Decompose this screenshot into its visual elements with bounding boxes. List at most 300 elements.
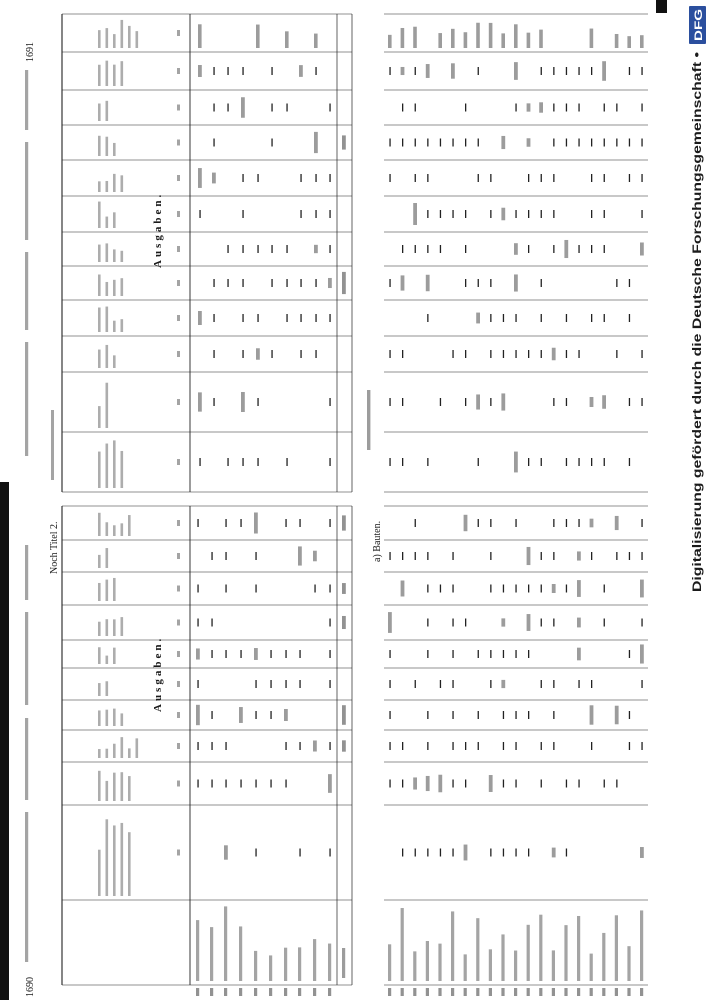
cell-value: [328, 774, 332, 793]
cell-dash: [528, 350, 529, 358]
row-number: [210, 988, 213, 996]
cell-value: [501, 393, 505, 410]
cell-value: [198, 65, 202, 77]
cell-dash: [566, 350, 567, 358]
cell-value: [313, 740, 317, 751]
cell-dash: [329, 398, 330, 406]
cell-dash: [242, 174, 243, 182]
cell-dash: [490, 398, 491, 406]
row-description: [514, 951, 517, 981]
row-description: [438, 944, 441, 981]
row-description: [284, 948, 287, 981]
cell-dash: [299, 650, 300, 658]
row-number: [552, 988, 555, 996]
cell-dash: [389, 67, 390, 75]
cell-dash: [616, 780, 617, 788]
cell-dash: [515, 849, 516, 857]
cell-dash: [616, 139, 617, 147]
cell-dash: [515, 350, 516, 358]
cell-dash: [591, 680, 592, 688]
cell-dash: [604, 780, 605, 788]
row-number: [640, 988, 643, 996]
cell-dash: [490, 350, 491, 358]
cell-dash: [329, 519, 330, 527]
cell-dash: [503, 650, 504, 658]
cell-dash: [641, 210, 642, 218]
column-number: [177, 651, 180, 657]
header-text: [98, 850, 101, 896]
cell-dash: [286, 314, 287, 322]
cell-dash: [415, 680, 416, 688]
cell-dash: [242, 245, 243, 253]
cell-dash: [641, 67, 642, 75]
cell-dash: [257, 245, 258, 253]
cell-dash: [465, 398, 466, 406]
cell-dash: [242, 458, 243, 466]
cell-dash: [490, 279, 491, 287]
row-description: [602, 933, 605, 981]
row-number: [590, 29, 594, 48]
cell-dash: [299, 680, 300, 688]
row-description: [451, 911, 454, 981]
cell-dash: [553, 67, 554, 75]
cell-dash: [227, 279, 228, 287]
header-text: [106, 217, 109, 228]
cell-dash: [515, 742, 516, 750]
row-number: [451, 29, 455, 48]
cell-dash: [629, 67, 630, 75]
header-text: [106, 681, 109, 696]
row-description: [527, 925, 530, 981]
cell-dash: [427, 245, 428, 253]
cell-dash: [452, 139, 453, 147]
cell-dash: [299, 742, 300, 750]
cell-value: [577, 618, 581, 628]
cell-value: [501, 208, 505, 221]
sum-label: [342, 948, 345, 978]
cell-value: [438, 775, 442, 793]
cell-dash: [541, 279, 542, 287]
cell-value: [577, 648, 581, 661]
cell-dash: [591, 552, 592, 560]
cell-dash: [616, 552, 617, 560]
cell-dash: [242, 350, 243, 358]
cell-dash: [566, 519, 567, 527]
cell-dash: [553, 742, 554, 750]
header-text: [121, 523, 124, 536]
header-text: [106, 444, 109, 488]
cell-dash: [591, 174, 592, 182]
cell-dash: [271, 139, 272, 147]
cell-dash: [255, 780, 256, 788]
cell-dash: [389, 139, 390, 147]
row-description: [552, 950, 555, 981]
header-text: [113, 709, 116, 726]
row-description: [313, 939, 316, 981]
cell-dash: [604, 619, 605, 627]
cell-value: [539, 102, 543, 112]
row-number: [198, 24, 202, 48]
cell-dash: [285, 780, 286, 788]
cell-dash: [440, 210, 441, 218]
header-text: [121, 713, 124, 726]
cell-dash: [578, 139, 579, 147]
column-number: [177, 351, 180, 357]
cell-dash: [255, 849, 256, 857]
row-number: [254, 988, 257, 996]
cell-dash: [578, 519, 579, 527]
cell-dash: [427, 742, 428, 750]
cell-dash: [255, 585, 256, 593]
row-number: [464, 988, 467, 996]
running-head: [25, 612, 28, 705]
cell-dash: [515, 210, 516, 218]
cell-dash: [553, 210, 554, 218]
sum-value: [342, 583, 346, 594]
cell-dash: [566, 67, 567, 75]
cell-dash: [515, 519, 516, 527]
header-text: [113, 355, 116, 368]
cell-dash: [528, 650, 529, 658]
header-text: [121, 319, 124, 332]
cell-dash: [591, 742, 592, 750]
row-number: [514, 24, 518, 48]
cell-dash: [329, 742, 330, 750]
cell-value: [426, 275, 430, 291]
row-number: [224, 988, 227, 996]
row-description: [426, 941, 429, 981]
header-text: [98, 452, 101, 488]
scan-edge: [0, 482, 9, 1000]
cell-value: [590, 519, 594, 528]
cell-dash: [402, 139, 403, 147]
column-number: [177, 68, 180, 74]
cell-dash: [465, 210, 466, 218]
row-number: [298, 988, 301, 996]
column-number: [177, 743, 180, 749]
cell-dash: [503, 780, 504, 788]
header-text: [106, 781, 109, 801]
cell-dash: [541, 210, 542, 218]
row-number: [640, 35, 644, 48]
column-number: [177, 620, 180, 626]
column-number: [177, 211, 180, 217]
cell-dash: [415, 519, 416, 527]
row-description: [210, 927, 213, 981]
cell-dash: [389, 279, 390, 287]
cell-value: [401, 275, 405, 290]
cell-dash: [402, 245, 403, 253]
cell-dash: [427, 650, 428, 658]
header-text: [121, 278, 124, 296]
cell-dash: [427, 314, 428, 322]
row-number: [489, 988, 492, 996]
cell-dash: [503, 711, 504, 719]
cell-value: [241, 392, 245, 412]
cell-dash: [553, 104, 554, 112]
cell-dash: [528, 245, 529, 253]
cell-dash: [541, 585, 542, 593]
header-text: [98, 622, 101, 636]
header-text: [106, 710, 109, 726]
sum-value: [342, 705, 346, 725]
cell-value: [476, 313, 480, 324]
cell-dash: [515, 650, 516, 658]
cell-value: [254, 648, 258, 660]
header-text: [98, 555, 101, 568]
row-description: [577, 916, 580, 981]
cell-dash: [478, 67, 479, 75]
cell-dash: [515, 585, 516, 593]
cell-dash: [242, 67, 243, 75]
header-text: [121, 175, 124, 192]
cell-dash: [257, 314, 258, 322]
cell-dash: [452, 350, 453, 358]
cell-dash: [315, 67, 316, 75]
cell-dash: [285, 680, 286, 688]
section-heading-buildings: a) Bauten.: [372, 520, 383, 562]
header-text: [113, 212, 116, 228]
column-number: [177, 520, 180, 526]
row-description: [196, 920, 199, 981]
cell-dash: [616, 350, 617, 358]
cell-dash: [225, 742, 226, 750]
cell-dash: [402, 104, 403, 112]
cell-dash: [227, 67, 228, 75]
header-text: [128, 26, 131, 48]
header-text: [98, 30, 101, 48]
cell-dash: [616, 279, 617, 287]
cell-dash: [452, 780, 453, 788]
cell-dash: [591, 314, 592, 322]
cell-value: [284, 709, 288, 721]
cell-dash: [578, 680, 579, 688]
cell-dash: [427, 619, 428, 627]
header-text: [106, 383, 109, 428]
cell-value: [413, 203, 417, 225]
cell-dash: [213, 279, 214, 287]
row-description: [476, 918, 479, 981]
cell-value: [388, 612, 392, 633]
cell-dash: [616, 104, 617, 112]
cell-dash: [478, 650, 479, 658]
digitization-watermark: Digitalisierung gefördert durch die Deutsche Forschungsgemeinschaft •: [692, 198, 704, 592]
header-text: [113, 143, 116, 156]
cell-dash: [604, 245, 605, 253]
cell-value: [602, 395, 606, 409]
cell-dash: [300, 350, 301, 358]
running-head: [25, 812, 28, 962]
cell-dash: [440, 585, 441, 593]
header-text: [128, 515, 131, 536]
cell-dash: [641, 742, 642, 750]
cell-dash: [641, 680, 642, 688]
header-text: [106, 282, 109, 296]
cell-dash: [452, 619, 453, 627]
row-number: [527, 33, 531, 48]
cell-dash: [629, 650, 630, 658]
row-description: [590, 954, 593, 981]
cell-dash: [553, 711, 554, 719]
cell-dash: [255, 711, 256, 719]
cell-dash: [604, 314, 605, 322]
cell-dash: [211, 711, 212, 719]
column-number: [177, 280, 180, 286]
header-text: [98, 181, 101, 192]
cell-dash: [566, 458, 567, 466]
column-number: [177, 105, 180, 111]
cell-dash: [299, 849, 300, 857]
sum-value: [342, 616, 346, 629]
cell-dash: [604, 210, 605, 218]
cell-dash: [641, 139, 642, 147]
scan-edge: [656, 0, 667, 13]
cell-value: [577, 551, 581, 560]
cell-value: [401, 581, 405, 597]
row-number: [514, 988, 517, 996]
cell-dash: [553, 552, 554, 560]
header-text: [136, 738, 139, 758]
cell-dash: [553, 619, 554, 627]
cell-dash: [478, 139, 479, 147]
cell-dash: [271, 279, 272, 287]
cell-dash: [490, 174, 491, 182]
cell-dash: [578, 104, 579, 112]
cell-dash: [285, 650, 286, 658]
cell-dash: [490, 650, 491, 658]
cell-dash: [629, 552, 630, 560]
column-number: [177, 140, 180, 146]
cell-dash: [197, 680, 198, 688]
cell-dash: [629, 279, 630, 287]
cell-dash: [566, 849, 567, 857]
cell-dash: [315, 314, 316, 322]
cell-dash: [591, 139, 592, 147]
header-text: [121, 772, 124, 801]
cell-dash: [604, 585, 605, 593]
row-description: [464, 954, 467, 981]
cell-value: [256, 348, 260, 359]
cell-value: [615, 516, 619, 530]
cell-dash: [528, 849, 529, 857]
cell-dash: [578, 350, 579, 358]
row-number: [489, 23, 493, 48]
cell-dash: [515, 780, 516, 788]
header-text: [113, 34, 116, 48]
row-description: [489, 949, 492, 981]
row-number: [314, 34, 318, 48]
cell-dash: [427, 210, 428, 218]
cell-dash: [465, 104, 466, 112]
row-description: [388, 944, 391, 981]
column-number: [177, 315, 180, 321]
row-description: [298, 947, 301, 981]
cell-dash: [271, 67, 272, 75]
cell-dash: [197, 780, 198, 788]
cell-dash: [427, 552, 428, 560]
cell-dash: [528, 458, 529, 466]
cell-dash: [478, 458, 479, 466]
cell-dash: [227, 458, 228, 466]
header-text: [106, 819, 109, 896]
header-text: [113, 825, 116, 896]
cell-dash: [629, 174, 630, 182]
expenses-heading-left: Ausgaben.: [152, 635, 164, 712]
column-number: [177, 459, 180, 465]
cell-dash: [402, 552, 403, 560]
cell-dash: [270, 680, 271, 688]
header-text: [106, 548, 109, 568]
cell-dash: [197, 742, 198, 750]
cell-value: [241, 97, 245, 117]
cell-dash: [578, 458, 579, 466]
cell-dash: [591, 210, 592, 218]
cell-dash: [566, 585, 567, 593]
cell-dash: [578, 67, 579, 75]
header-text: [106, 28, 109, 48]
cell-dash: [566, 314, 567, 322]
cell-dash: [242, 210, 243, 218]
cell-dash: [465, 279, 466, 287]
cell-dash: [329, 619, 330, 627]
header-text: [113, 440, 116, 488]
cell-dash: [553, 245, 554, 253]
header-text: [113, 744, 116, 758]
cell-dash: [257, 398, 258, 406]
header-text: [98, 350, 101, 368]
header-text: [106, 307, 109, 332]
cell-dash: [629, 314, 630, 322]
cell-dash: [329, 585, 330, 593]
cell-dash: [629, 742, 630, 750]
header-text: [106, 522, 109, 536]
column-number: [177, 781, 180, 787]
cell-dash: [490, 314, 491, 322]
cell-dash: [452, 680, 453, 688]
row-number: [328, 988, 331, 996]
cell-dash: [641, 552, 642, 560]
cell-dash: [578, 780, 579, 788]
header-text: [113, 280, 116, 296]
header-text: [106, 243, 109, 262]
cell-dash: [389, 742, 390, 750]
cell-dash: [553, 680, 554, 688]
cell-dash: [503, 350, 504, 358]
cell-dash: [329, 174, 330, 182]
row-number: [313, 988, 316, 996]
cell-value: [640, 644, 644, 663]
cell-dash: [490, 585, 491, 593]
column-number: [177, 246, 180, 252]
row-description: [413, 951, 416, 981]
column-number: [177, 30, 180, 36]
cell-dash: [415, 849, 416, 857]
row-number: [269, 988, 272, 996]
cell-dash: [240, 519, 241, 527]
cell-dash: [553, 519, 554, 527]
cell-dash: [213, 314, 214, 322]
cell-dash: [452, 742, 453, 750]
cell-value: [196, 705, 200, 725]
cell-dash: [389, 680, 390, 688]
cell-dash: [541, 314, 542, 322]
row-number: [476, 23, 480, 48]
cell-value: [577, 580, 581, 597]
header-text: [113, 619, 116, 636]
cell-dash: [566, 780, 567, 788]
column-number: [177, 399, 180, 405]
cell-dash: [257, 174, 258, 182]
